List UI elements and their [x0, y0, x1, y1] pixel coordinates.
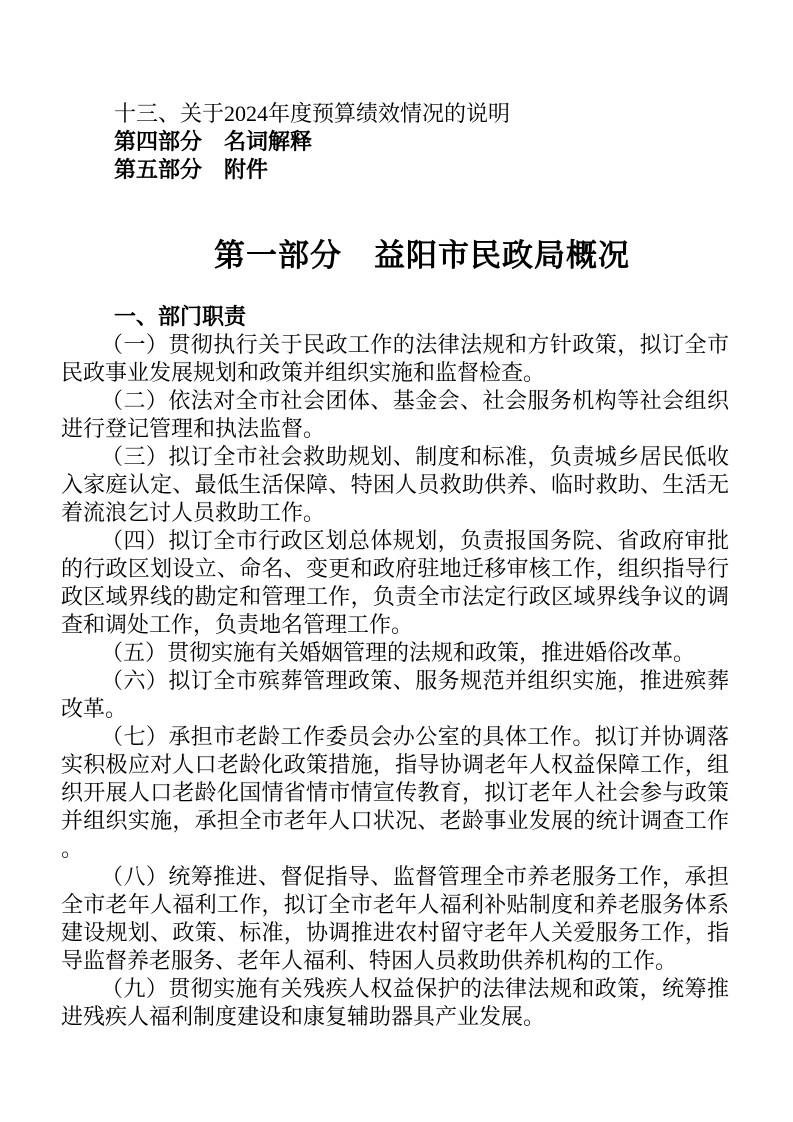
duty-paragraph-8: （八）统筹推进、督促指导、监督管理全市养老服务工作，承担全市老年人福利工作，拟订全市老年人福利补贴制度和养老服务体系建设规划、政策、标准，协调推进农村留守老年人关爱服务工作，指导监督养老服务、老年人福利、特困人员救助供养机构的工作。: [61, 864, 729, 973]
duty-paragraph-3: （三）拟订全市社会救助规划、制度和标准，负责城乡居民低收入家庭认定、最低生活保障、特困人员救助供养、临时救助、生活无着流浪乞讨人员救助工作。: [61, 444, 729, 525]
duty-paragraph-2: （二）依法对全市社会团体、基金会、社会服务机构等社会组织进行登记管理和执法监督。: [61, 388, 729, 441]
section-title-duties: 一、部门职责: [114, 304, 247, 329]
duty-paragraph-5: （五）贯彻实施有关婚姻管理的法规和政策，推进婚俗改革。: [101, 640, 696, 665]
duty-paragraph-1: （一）贯彻执行关于民政工作的法律法规和方针政策，拟订全市民政事业发展规划和政策并组织实施和监督检查。: [61, 332, 729, 385]
toc-item-part5: 第五部分 附件: [114, 157, 269, 182]
document-content: [61, 100, 729, 1031]
duty-paragraph-6: （六）拟订全市殡葬管理政策、服务规范并组织实施，推进殡葬改革。: [61, 668, 729, 721]
toc-item: 十三、关于2024年度预算绩效情况的说明: [114, 101, 511, 126]
toc-block: [61, 100, 729, 184]
duty-paragraph-9: （九）贯彻实施有关残疾人权益保护的法律法规和政策，统筹推进残疾人福利制度建设和康复辅助器具产业发展。: [61, 976, 729, 1029]
toc-item-part4: 第四部分 名词解释: [114, 129, 313, 154]
part-one-heading: 第一部分 益阳市民政局概况: [214, 238, 630, 273]
duty-paragraph-7: （七）承担市老龄工作委员会办公室的具体工作。拟订并协调落实积极应对人口老龄化政策措施，指导协调老年人权益保障工作，组织开展人口老龄化国情省情市情宣传教育，拟订老年人社会参与政策并组织实施，承担全市老年人口状况、老龄事业发展的统计调查工作。: [61, 724, 729, 861]
duties-block: [61, 331, 729, 1031]
duty-paragraph-4: （四）拟订全市行政区划总体规划，负责报国务院、省政府审批的行政区划设立、命名、变更和政府驻地迁移审核工作，组织指导行政区域界线的勘定和管理工作，负责全市法定行政区域界线争议的调查和调处工作，负责地名管理工作。: [61, 528, 729, 637]
